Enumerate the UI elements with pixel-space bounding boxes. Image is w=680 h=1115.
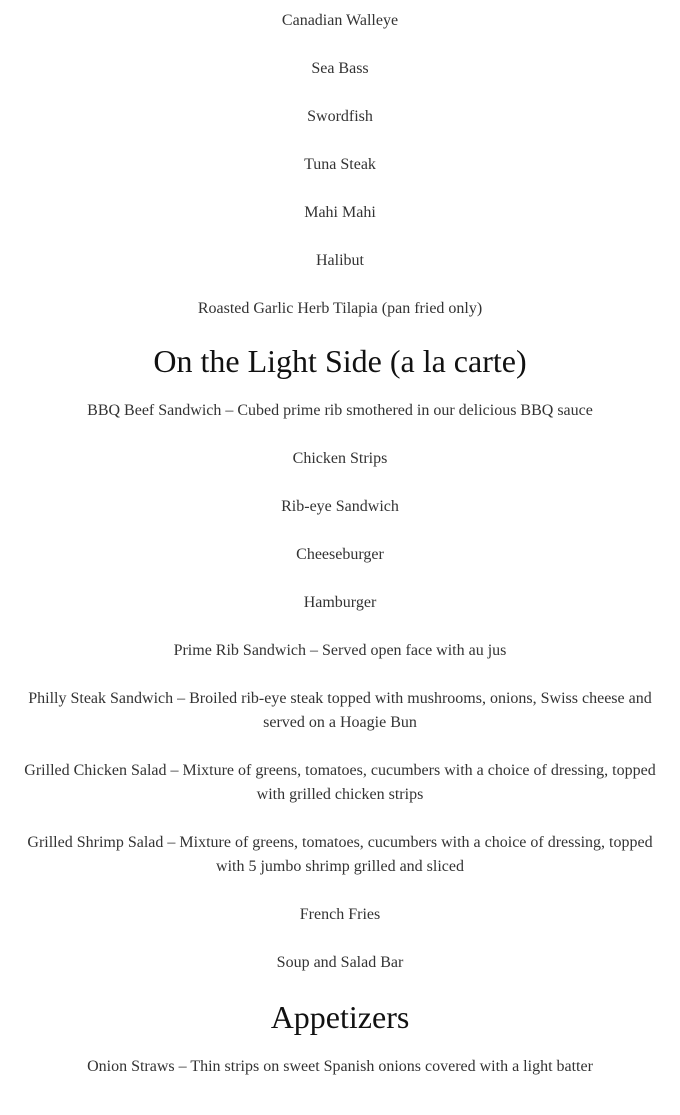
menu-item: Philly Steak Sandwich – Broiled rib-eye steak topped with mushrooms, onions, Swiss cheese and served on a Hoagie Bun xyxy=(28,690,652,731)
menu-item: Mahi Mahi xyxy=(304,204,376,221)
menu-item: Tuna Steak xyxy=(304,156,376,173)
menu-item: Soup and Salad Bar xyxy=(276,954,404,971)
fish-menu-list xyxy=(0,0,680,321)
menu-item: Roasted Garlic Herb Tilapia (pan fried only) xyxy=(197,300,483,317)
menu-item: Canadian Walleye xyxy=(281,12,399,29)
section-heading-appetizers: Appetizers xyxy=(270,999,410,1035)
menu-item: Chicken Strips xyxy=(292,450,388,467)
light-side-menu-list xyxy=(0,399,680,975)
menu-item: Halibut xyxy=(316,252,364,269)
section-heading-light-side: On the Light Side (a la carte) xyxy=(153,343,527,379)
menu-item: BBQ Beef Sandwich – Cubed prime rib smothered in our delicious BBQ sauce xyxy=(87,402,593,419)
menu-item: Swordfish xyxy=(307,108,373,125)
menu-item: Rib-eye Sandwich xyxy=(281,498,399,515)
menu-item: Grilled Shrimp Salad – Mixture of greens, tomatoes, cucumbers with a choice of dressing, topped with 5 jumbo shrimp grilled and sliced xyxy=(27,834,653,875)
menu-item: French Fries xyxy=(299,906,381,923)
menu-item: Prime Rib Sandwich – Served open face with au jus xyxy=(173,642,507,659)
menu-item: Hamburger xyxy=(303,594,377,611)
appetizers-menu-list xyxy=(0,1055,680,1079)
menu-item: Grilled Chicken Salad – Mixture of greens, tomatoes, cucumbers with a choice of dressing, topped with grilled chicken strips xyxy=(24,762,656,803)
menu-item: Onion Straws – Thin strips on sweet Spanish onions covered with a light batter xyxy=(87,1058,593,1075)
menu-item: Sea Bass xyxy=(311,60,369,77)
menu-item: Cheeseburger xyxy=(296,546,384,563)
